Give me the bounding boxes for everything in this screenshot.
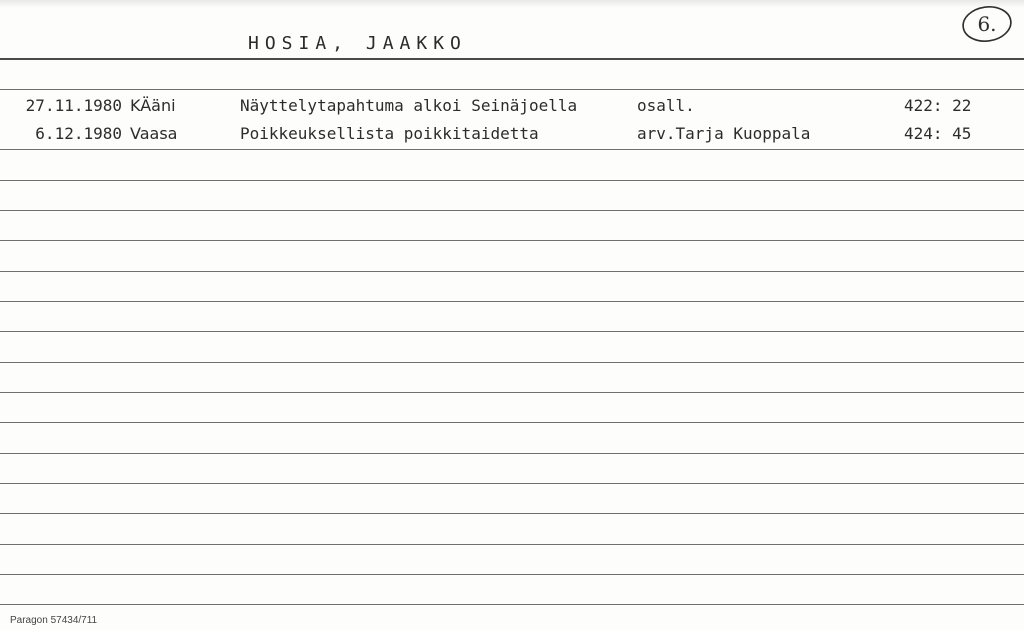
entry-place: Vaasa [130,124,178,143]
ruled-line [0,240,1024,241]
ruled-line [0,453,1024,454]
entry-role: arv.Tarja Kuoppala [637,124,811,143]
circled-number-badge [960,4,1014,44]
card-top-edge [0,0,1024,8]
entry-row [0,96,1024,120]
ruled-line [0,89,1024,90]
card-name: HOSIA, JAAKKO [248,33,467,54]
entry-row [0,124,1024,148]
ruled-line [0,392,1024,393]
entry-date: 27.11.1980 [25,96,122,115]
form-code: Paragon 57434/711 [10,615,98,626]
ruled-line [0,544,1024,545]
entry-place: KÄäni [130,96,176,115]
ruled-line [0,271,1024,272]
ruled-line [0,362,1024,363]
entry-date: 6.12.1980 [35,124,122,143]
ruled-line [0,301,1024,302]
ruled-line [0,483,1024,484]
entry-title: Näyttelytapahtuma alkoi Seinäjoella [240,96,578,115]
ruled-line [0,422,1024,423]
badge-number: 6. [977,12,997,36]
ruled-line [0,513,1024,514]
ruled-line [0,180,1024,181]
entry-role: osall. [637,96,695,115]
entry-title: Poikkeuksellista poikkitaidetta [240,124,539,143]
ruled-line [0,210,1024,211]
ruled-line [0,331,1024,332]
ruled-line [0,574,1024,575]
ruled-line [0,149,1024,150]
header-rule [0,58,1024,60]
entry-reference: 424: 45 [904,124,972,143]
entry-reference: 422: 22 [904,96,972,115]
ruled-line [0,604,1024,605]
